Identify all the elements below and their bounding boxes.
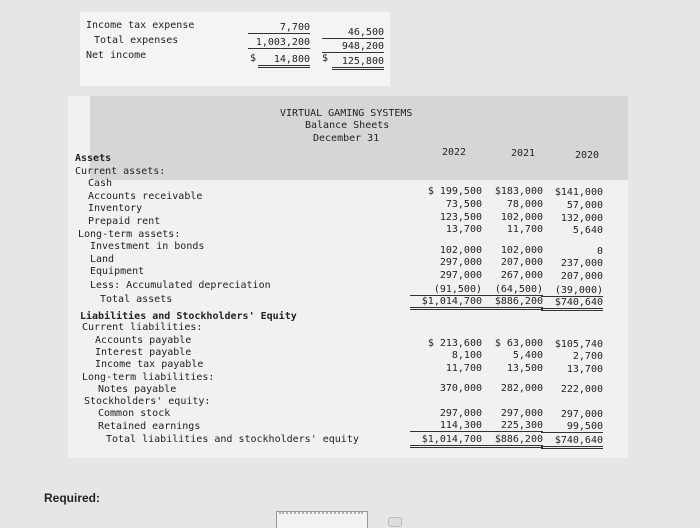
scroll-handle[interactable] bbox=[388, 517, 402, 527]
value-2020: 57,000 bbox=[566, 200, 603, 211]
value-2022: 73,500 bbox=[445, 199, 482, 210]
income-label: Income tax expense bbox=[86, 20, 195, 31]
value-2022: (91,500) bbox=[410, 284, 482, 296]
company-name: VIRTUAL GAMING SYSTEMS bbox=[280, 108, 413, 119]
value-2022: 8,100 bbox=[451, 350, 482, 361]
value-2020: $740,640 bbox=[541, 297, 603, 311]
value-2022: 11,700 bbox=[445, 363, 482, 374]
value-2021: 102,000 bbox=[500, 245, 543, 256]
value-2021: 78,000 bbox=[506, 199, 543, 210]
row-label: Total assets bbox=[100, 294, 173, 305]
value-2020: $740,640 bbox=[541, 435, 603, 449]
year-header: 2020 bbox=[575, 150, 600, 161]
value-2021: (64,500) bbox=[477, 284, 543, 296]
required-label: Required: bbox=[44, 491, 101, 505]
row-label: Cash bbox=[88, 178, 113, 189]
value-2022: 297,000 bbox=[439, 408, 482, 419]
row-label: Inventory bbox=[88, 203, 143, 214]
currency-symbol: $ bbox=[250, 53, 257, 64]
value-2022: 297,000 bbox=[439, 257, 482, 268]
value-2021: $886,200 bbox=[477, 434, 543, 448]
row-label: Current assets: bbox=[75, 166, 166, 177]
row-label: Total liabilities and stockholders' equity bbox=[106, 434, 359, 445]
row-label: Income tax payable bbox=[95, 359, 204, 370]
statement-date: December 31 bbox=[313, 133, 380, 144]
value-2021: 102,000 bbox=[500, 212, 543, 223]
value-2022: 123,500 bbox=[439, 212, 482, 223]
income-value-current: 7,700 bbox=[248, 22, 310, 34]
row-label: Interest payable bbox=[95, 347, 192, 358]
value-2020: 207,000 bbox=[560, 271, 603, 282]
value-2021: 282,000 bbox=[500, 383, 543, 394]
value-2020: 222,000 bbox=[560, 384, 603, 395]
section-heading: Assets bbox=[75, 153, 112, 164]
income-value-prior: 46,500 bbox=[322, 27, 384, 39]
income-label: Net income bbox=[86, 50, 147, 61]
value-2021: $183,000 bbox=[494, 186, 543, 197]
income-value-prior: 948,200 bbox=[322, 41, 384, 53]
row-label: Current liabilities: bbox=[82, 322, 203, 333]
value-2022: 370,000 bbox=[439, 383, 482, 394]
value-2022: 13,700 bbox=[445, 224, 482, 235]
value-2021: 5,400 bbox=[512, 350, 543, 361]
value-2020: $141,000 bbox=[554, 187, 603, 198]
row-label: Long-term liabilities: bbox=[82, 372, 215, 383]
answer-input-tab[interactable] bbox=[276, 511, 368, 528]
value-2020: 5,640 bbox=[572, 225, 603, 236]
row-label: Long-term assets: bbox=[78, 229, 181, 240]
value-2021: 267,000 bbox=[500, 270, 543, 281]
value-2021: 225,300 bbox=[477, 420, 543, 432]
value-2021: 297,000 bbox=[500, 408, 543, 419]
value-2020: 2,700 bbox=[572, 351, 603, 362]
row-label: Common stock bbox=[98, 408, 171, 419]
value-2020: (39,000) bbox=[541, 285, 603, 297]
value-2022: $1,014,700 bbox=[410, 296, 482, 310]
income-value-current: 14,800 bbox=[258, 54, 310, 68]
value-2020: 0 bbox=[596, 246, 603, 257]
row-label: Equipment bbox=[90, 266, 145, 277]
row-label: Land bbox=[90, 254, 115, 265]
row-label: Notes payable bbox=[98, 384, 177, 395]
year-header: 2021 bbox=[511, 148, 536, 159]
answer-box-dots bbox=[279, 512, 363, 517]
value-2022: $ 213,600 bbox=[427, 338, 482, 349]
value-2022: $1,014,700 bbox=[410, 434, 482, 448]
income-value-current: 1,003,200 bbox=[248, 37, 310, 49]
value-2022: 297,000 bbox=[439, 270, 482, 281]
currency-symbol: $ bbox=[322, 53, 329, 64]
value-2020: 13,700 bbox=[566, 364, 603, 375]
value-2022: 102,000 bbox=[439, 245, 482, 256]
row-label: Less: Accumulated depreciation bbox=[90, 280, 271, 291]
section-heading: Liabilities and Stockholders' Equity bbox=[80, 311, 297, 322]
income-label: Total expenses bbox=[94, 35, 179, 46]
value-2021: 11,700 bbox=[506, 224, 543, 235]
statement-title: Balance Sheets bbox=[305, 120, 390, 131]
row-label: Investment in bonds bbox=[90, 241, 205, 252]
value-2021: $886,200 bbox=[477, 296, 543, 310]
value-2022: $ 199,500 bbox=[427, 186, 482, 197]
row-label: Accounts receivable bbox=[88, 191, 203, 202]
value-2020: 297,000 bbox=[560, 409, 603, 420]
income-value-prior: 125,800 bbox=[332, 56, 384, 70]
value-2021: 207,000 bbox=[500, 257, 543, 268]
value-2021: 13,500 bbox=[506, 363, 543, 374]
value-2021: $ 63,000 bbox=[494, 338, 543, 349]
year-header: 2022 bbox=[442, 147, 467, 158]
value-2020: 132,000 bbox=[560, 213, 603, 224]
value-2022: 114,300 bbox=[410, 420, 482, 432]
value-2020: $105,740 bbox=[554, 339, 603, 350]
value-2020: 237,000 bbox=[560, 258, 603, 269]
row-label: Retained earnings bbox=[98, 421, 201, 432]
row-label: Prepaid rent bbox=[88, 216, 161, 227]
row-label: Accounts payable bbox=[95, 335, 192, 346]
row-label: Stockholders' equity: bbox=[84, 396, 211, 407]
value-2020: 99,500 bbox=[541, 421, 603, 433]
